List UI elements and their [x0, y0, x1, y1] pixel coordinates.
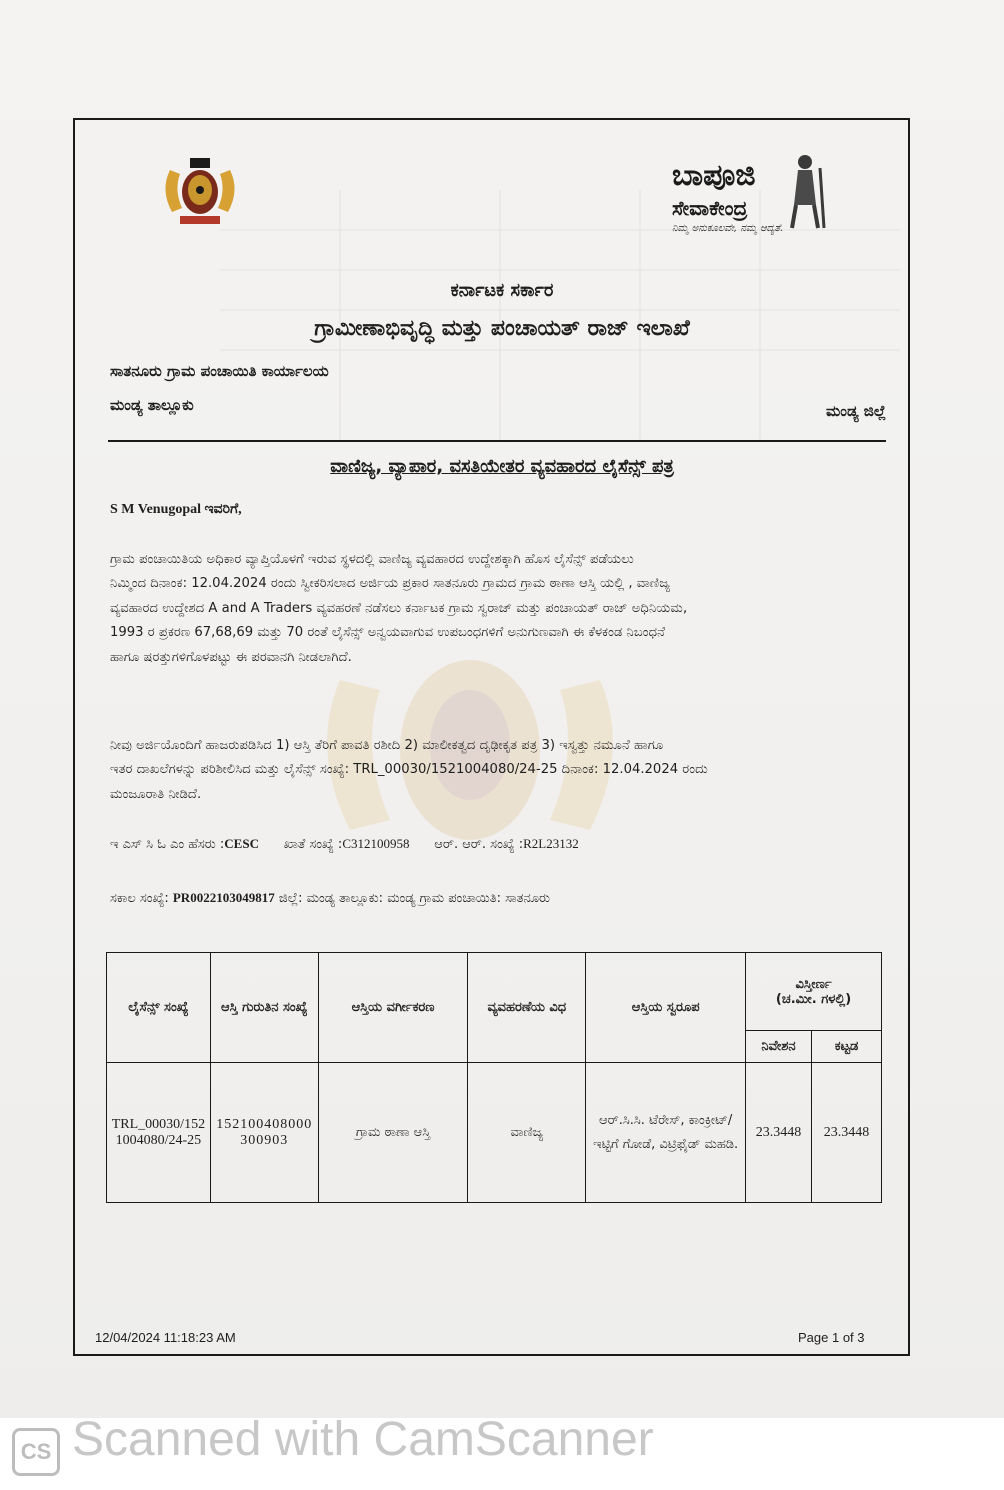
rr-label: ಆರ್. ಆರ್. ಸಂಖ್ಯೆ :	[434, 837, 524, 852]
account-label: ಖಾತೆ ಸಂಖ್ಯೆ :	[283, 837, 343, 852]
sakala-gp-label: ಗ್ರಾಮ ಪಂಚಾಯಿತಿ:	[419, 891, 502, 906]
sakala-district-label: ಜಿಲ್ಲೆ:	[278, 891, 303, 906]
paragraph-line: ಗ್ರಾಮ ಪಂಚಾಯಿತಿಯ ಅಧಿಕಾರ ವ್ಯಾಪ್ತಿಯೊಳಗೆ ಇರುವ ಸ್ಥಳದಲ್ಲಿ ವಾಣಿಜ್ಯ ವ್ಯವಹಾರದ ಉದ್ದೇಶಕ್ಕಾಗಿ ಹೊಸ ಲೈಸೆನ್ಸ್ ಪಡೆಯಲು	[110, 552, 634, 567]
cell-site-area: 23.3448	[746, 1063, 812, 1203]
certificate-title: ವಾಣಿಜ್ಯ, ವ್ಯಾಪಾರ, ವಸತಿಯೇತರ ವ್ಯವಹಾರದ ಲೈಸೆನ್ಸ್ ಪತ್ರ	[330, 456, 674, 477]
paragraph-line: ಹಾಗೂ ಷರತ್ತುಗಳಿಗೊಳಪಟ್ಟು ಈ ಪರವಾನಗಿ ನೀಡಲಾಗಿದೆ.	[110, 649, 352, 665]
paragraph-line: ನಿಮ್ಮಿಂದ ದಿನಾಂಕ: 12.04.2024 ರಂದು ಸ್ವೀಕರಿಸಲಾದ ಅರ್ಜಿಯ ಪ್ರಕಾರ ಸಾತನೂರು ಗ್ರಾಮದ ಗ್ರಾಮ ಠಾಣಾ ಆಸ್ತಿ ಯಲ್ಲಿ , ವಾಣಿಜ್ಯ	[110, 576, 670, 592]
sakala-gp-value: ಸಾತನೂರು	[505, 891, 551, 906]
header-license-no: ಲೈಸೆನ್ಸ್ ಸಂಖ್ಯೆ	[107, 953, 211, 1063]
table-row	[107, 1063, 882, 1203]
addressee-name: S M Venugopal	[110, 502, 202, 517]
gandhi-figure-icon	[780, 150, 830, 230]
escom-label: ಇ ಎಸ್ ಸಿ ಓ ಎಂ ಹೆಸರು :	[110, 837, 225, 852]
page-number: Page 1 of 3	[798, 1330, 865, 1345]
cell-business-type: ವಾಣಿಜ್ಯ	[468, 1063, 586, 1203]
escom-details	[110, 836, 579, 852]
header-divider	[108, 440, 886, 442]
cell-building-area: 23.3448	[812, 1063, 882, 1203]
cell-property-id: 152100408000300903	[210, 1063, 318, 1203]
license-table	[106, 952, 882, 1203]
grant-paragraph	[110, 548, 870, 670]
sakala-value: PR0022103049817	[172, 890, 275, 905]
documents-paragraph	[110, 734, 870, 807]
cell-property-nature: ಆರ್.ಸಿ.ಸಿ. ಟೆರೇಸ್, ಕಾಂಕ್ರೀಟ್/ಇಟ್ಟಿಗೆ ಗೋಡೆ, ವಿಟ್ರಿಫೈಡ್ ಮಹಡಿ.	[586, 1063, 746, 1203]
header-area-unit: (ಚ.ಮೀ. ಗಳಲ್ಲಿ)	[775, 991, 852, 1007]
camscanner-watermark-text: Scanned with CamScanner	[72, 1413, 654, 1466]
sakala-taluk-value: ಮಂಡ್ಯ	[387, 891, 416, 906]
escom-value: CESC	[224, 836, 259, 851]
camscanner-logo-icon: CS	[12, 1428, 60, 1476]
cell-property-class: ಗ್ರಾಮ ಠಾಣಾ ಆಸ್ತಿ	[318, 1063, 468, 1203]
sakala-details	[110, 890, 550, 906]
cell-license-no: TRL_00030/1521004080/24-25	[107, 1063, 211, 1203]
sakala-label: ಸಕಾಲ ಸಂಖ್ಯೆ:	[110, 891, 169, 906]
header-area-title: ವಿಸ್ತೀರ್ಣ	[795, 976, 832, 992]
header-site: ನಿವೇಶನ	[746, 1031, 812, 1063]
government-title: ಕರ್ನಾಟಕ ಸರ್ಕಾರ	[450, 280, 554, 301]
office-name: ಸಾತನೂರು ಗ್ರಾಮ ಪಂಚಾಯಿತಿ ಕಾರ್ಯಾಲಯ	[110, 362, 329, 380]
print-datetime: 12/04/2024 11:18:23 AM	[95, 1330, 236, 1345]
paragraph-line: ಇತರ ದಾಖಲೆಗಳನ್ನು ಪರಿಶೀಲಿಸಿದ ಮತ್ತು ಲೈಸೆನ್ಸ್ ಸಂಖ್ಯೆ: TRL_00030/1521004080/24-25 ದಿನಾಂಕ: 12.04.2024 ರಂದು	[110, 762, 708, 778]
sakala-district-value: ಮಂಡ್ಯ	[306, 891, 335, 906]
bapuji-logo-tagline: ನಿಮ್ಮ ಅನುಕೂಲವೇ, ನಮ್ಮ ಆದ್ಯತೆ.	[672, 223, 784, 234]
addressee-suffix: ಇವರಿಗೆ,	[204, 502, 242, 517]
header-property-nature: ಆಸ್ತಿಯ ಸ್ವರೂಪ	[586, 953, 746, 1063]
bapuji-logo-title: ಬಾಪೂಜಿ	[672, 158, 756, 193]
addressee	[110, 502, 242, 518]
header-building: ಕಟ್ಟಡ	[812, 1031, 882, 1063]
header-business-type: ವ್ಯವಹರಣೆಯ ವಿಧ	[468, 953, 586, 1063]
paragraph-line: ಮಂಜೂರಾತಿ ನೀಡಿದೆ.	[110, 786, 202, 802]
header-property-class: ಆಸ್ತಿಯ ವರ್ಗೀಕರಣ	[318, 953, 468, 1063]
paragraph-line: ನೀವು ಅರ್ಜಿಯೊಂದಿಗೆ ಹಾಜರುಪಡಿಸಿದ 1) ಆಸ್ತಿ ತೆರಿಗೆ ಪಾವತಿ ರಶೀದಿ 2) ಮಾಲೀಕತ್ವದ ದೃಢೀಕೃತ ಪತ್ರ 3) ಇಸ್ವತ್ತು ನಮೂನೆ ಹಾಗೂ	[110, 738, 664, 753]
header-property-id: ಆಸ್ತಿ ಗುರುತಿನ ಸಂಖ್ಯೆ	[210, 953, 318, 1063]
account-value: C312100958	[342, 836, 410, 851]
karnataka-emblem-icon	[150, 150, 250, 230]
department-title: ಗ್ರಾಮೀಣಾಭಿವೃದ್ಧಿ ಮತ್ತು ಪಂಚಾಯತ್ ರಾಜ್ ಇಲಾಖೆ	[314, 316, 690, 341]
taluk-name: ಮಂಡ್ಯ ತಾಲ್ಲೂಕು	[110, 396, 194, 414]
paragraph-line: ವ್ಯವಹಾರದ ಉದ್ದೇಶದ A and A Traders ವ್ಯವಹರಣೆ ನಡೆಸಲು ಕರ್ನಾಟಕ ಗ್ರಾಮ ಸ್ವರಾಜ್ ಮತ್ತು ಪಂಚಾಯತ್ ರಾಜ್ ಅಧಿನಿಯಮ,	[110, 600, 688, 616]
rr-value: R2L23132	[523, 836, 579, 851]
sakala-taluk-label: ತಾಲ್ಲೂಕು:	[338, 891, 384, 906]
district-name: ಮಂಡ್ಯ ಜಿಲ್ಲೆ	[826, 402, 886, 420]
paragraph-line: 1993 ರ ಪ್ರಕರಣ 67,68,69 ಮತ್ತು 70 ರಂತೆ ಲೈಸೆನ್ಸ್ ಅನ್ವಯವಾಗುವ ಉಪಬಂಧಗಳಿಗೆ ಅನುಗುಣವಾಗಿ ಈ ಕೆಳಕಂಡ ನಿಬಂಧನೆ	[110, 625, 666, 641]
header-area	[746, 953, 882, 1031]
bapuji-logo-subtitle: ಸೇವಾಕೇಂದ್ರ	[672, 196, 748, 220]
